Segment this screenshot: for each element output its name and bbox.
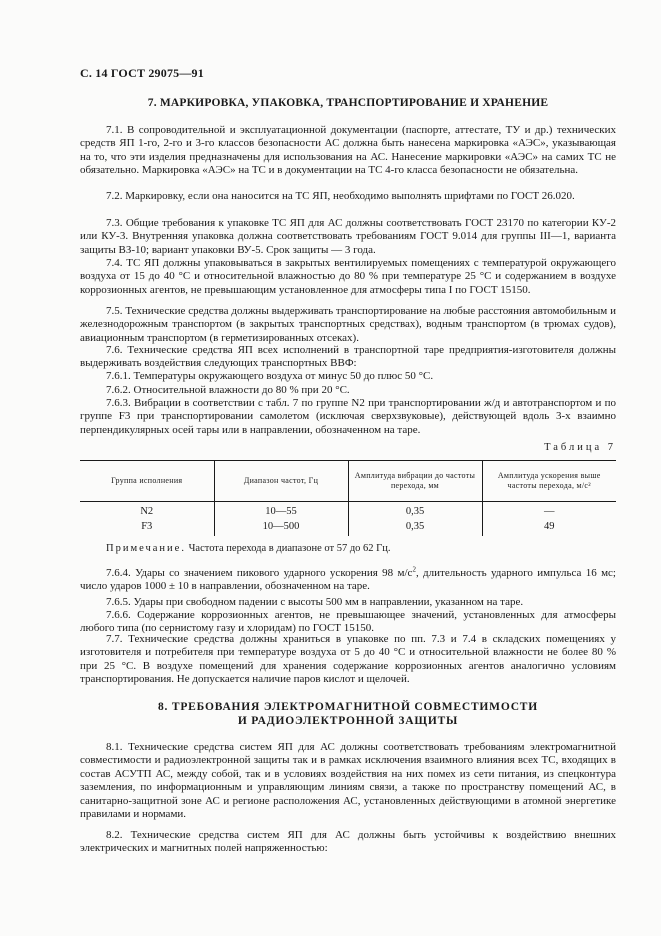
table-header-cell: Амплитуда вибрации до частоты перехода, мм xyxy=(348,461,482,502)
paragraph-7-6-2: 7.6.2. Относительной влажности до 80 % при 20 °С. xyxy=(106,384,350,396)
table-cell: 0,35 xyxy=(348,521,482,536)
table-row xyxy=(80,502,616,522)
paragraph-7-6-4-end: , длительность ударного импульса 16 мс; число ударов 1000 ± 10 в направлении, обозначенном на таре. xyxy=(80,567,616,593)
paragraph-7-5: 7.5. Технические средства должны выдерживать транспортирование на любые расстояния автомобильным и железнодорожным транспортом (в закрытых транспортных средствах), водным транспортом (в трюмах судов), авиационным транспортом (в герметизированных отсеках). xyxy=(80,305,616,344)
paragraph-7-6-1: 7.6.1. Температуры окружающего воздуха от минус 50 до плюс 50 °С. xyxy=(106,370,434,382)
table-header-cell: Группа исполнения xyxy=(80,461,214,502)
paragraph-7-1: 7.1. В сопроводительной и эксплуатационной документации (паспорте, аттестате, ТУ и др.) технических средств ЯП 1-го, 2-го и 3-го классов безопасности АС должна быть нанесена маркировка «АЭС», указывающая на то, что эти изделия предназначены для использования на АС. Нанесение маркировки «АЭС» на самих ТС не обязательно. Маркировка «АЭС» на ТС и в документации на ТС 4-го класса безопасности не обязательна. xyxy=(80,124,616,177)
table-cell: 49 xyxy=(482,521,616,536)
paragraph-7-6: 7.6. Технические средства ЯП всех исполнений в транспортной таре предприятия-изготовителя должны выдерживать воздействия следующих транспортных ВВФ: xyxy=(80,344,616,370)
table-cell: 10—500 xyxy=(214,521,348,536)
paragraph-7-3: 7.3. Общие требования к упаковке ТС ЯП для АС должны соответствовать ГОСТ 23170 по категории КУ-2 или КУ-3. Внутренняя упаковка должна соответствовать требованиям ГОСТ 9.014 для группы III—1, варианта защиты ВЗ-10; вариант упаковки ВУ-5. Срок защиты — 3 года. xyxy=(80,217,616,256)
table-cell: 0,35 xyxy=(348,502,482,522)
paragraph-7-4: 7.4. ТС ЯП должны упаковываться в закрытых вентилируемых помещениях с температурой окружающего воздуха от 15 до 40 °С и относительной влажностью до 80 % при температуре 25 °С и содержанием в воздухе коррозионных агентов, не превышающим установленное для атмосферы типа I по ГОСТ 15150. xyxy=(80,257,616,296)
table-7 xyxy=(80,460,616,536)
table-cell: 10—55 xyxy=(214,502,348,522)
table-7-note xyxy=(106,543,390,554)
section-8-title xyxy=(80,700,616,728)
note-text: Частота перехода в диапазоне от 57 до 62 Гц. xyxy=(185,543,391,554)
paragraph-7-6-5: 7.6.5. Удары при свободном падении с высоты 500 мм в направлении, указанном на таре. xyxy=(106,596,524,608)
note-label: Примечание. xyxy=(106,543,186,554)
paragraph-8-2: 8.2. Технические средства систем ЯП для АС должны быть устойчивы к воздействию внешних электрических и магнитных полей напряженностью: xyxy=(80,829,616,855)
paragraph-7-2: 7.2. Маркировку, если она наносится на ТС ЯП, необходимо выполнять шрифтами по ГОСТ 26.020. xyxy=(106,190,575,202)
paragraph-7-6-4 xyxy=(80,567,616,594)
table-cell: — xyxy=(482,502,616,522)
paragraph-7-6-6: 7.6.6. Содержание коррозионных агентов, не превышающее значений, установленных для атмосферы любого типа (по сернистому газу и хлоридам) по ГОСТ 15150. xyxy=(80,609,616,635)
table-7-caption: Таблица 7 xyxy=(544,442,616,453)
table-cell: F3 xyxy=(141,521,153,532)
section-8-title-line-2: И РАДИОЭЛЕКТРОННОЙ ЗАЩИТЫ xyxy=(237,715,459,727)
paragraph-8-1: 8.1. Технические средства систем ЯП для АС должны соответствовать требованиям электромагнитной совместимости и радиоэлектронной защиты так и в рамках исключения взаимного влияния всех ТС, входящих в состав АСУТП АС, между собой, так и в условиях воздействия на них помех из сети питания, из спецконтура заземления, по информационным и управляющим линиям связи, а также по пространству помещений АС, в санитарно-защитной зоне АС и регионе расположения АС, установленных действующими в атомной энергетике правилами и нормами. xyxy=(80,741,616,821)
table-row xyxy=(80,521,616,536)
superscript-2: 2 xyxy=(412,565,416,574)
table-cell: N2 xyxy=(140,506,154,517)
table-header-cell: Диапазон частот, Гц xyxy=(214,461,348,502)
paragraph-7-7: 7.7. Технические средства должны храниться в упаковке по пп. 7.3 и 7.4 в складских помещениях у изготовителя и потребителя при температуре воздуха от 5 до 40 °С и относительной влажности не более 80 % при 25 °С. В воздухе помещений для хранения содержание коррозионных агентов аналогично условиям транспортирования. Не допускается наличие паров кислот и щелочей. xyxy=(80,633,616,686)
paragraph-7-6-4-start: 7.6.4. Удары со значением пикового ударного ускорения 98 м/с xyxy=(106,567,413,579)
table-header-cell: Амплитуда ускорения выше частоты перехода, м/с² xyxy=(482,461,616,502)
section-8-title-line-1: 8. ТРЕБОВАНИЯ ЭЛЕКТРОМАГНИТНОЙ СОВМЕСТИМОСТИ xyxy=(157,701,539,713)
section-7-title: 7. МАРКИРОВКА, УПАКОВКА, ТРАНСПОРТИРОВАНИЕ И ХРАНЕНИЕ xyxy=(147,97,549,109)
paragraph-7-6-3: 7.6.3. Вибрации в соответствии с табл. 7 по группе N2 при транспортировании ж/д и автотранспортом и по группе F3 при транспортировании самолетом (исключая сверхзвуковые), действующей вдоль 3-х взаимно перпендикулярных осей тары или в направлении, обозначенном на таре. xyxy=(80,397,616,436)
page-header: С. 14 ГОСТ 29075—91 xyxy=(80,66,204,80)
